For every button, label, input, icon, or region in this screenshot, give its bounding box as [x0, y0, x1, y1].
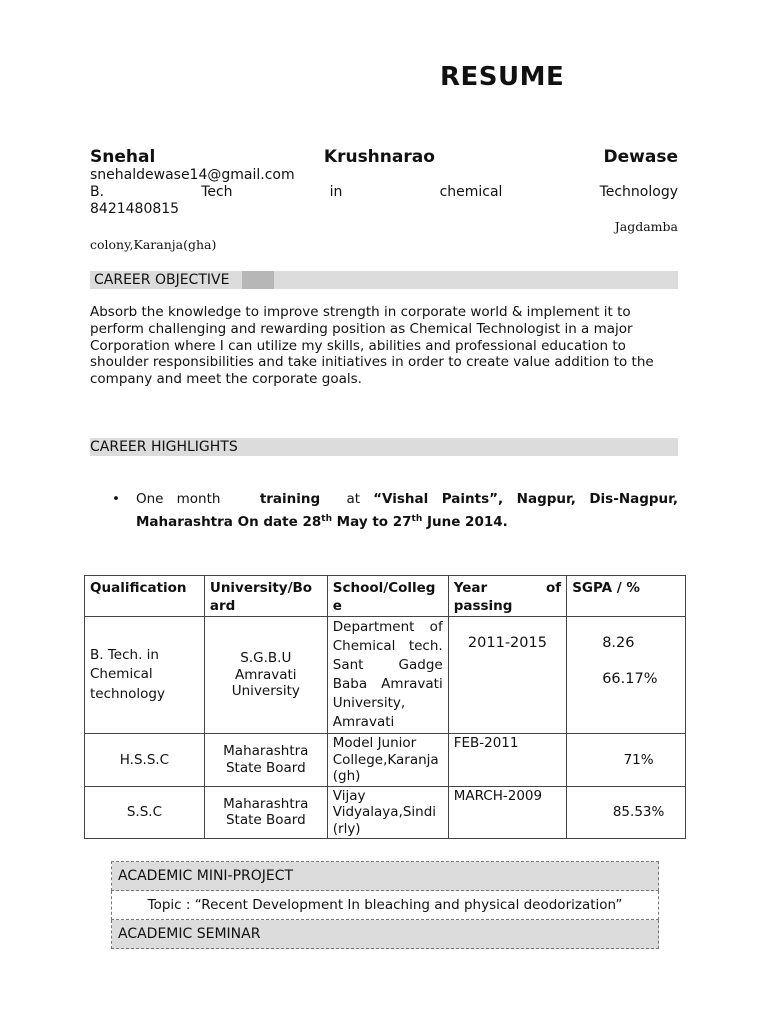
career-objective-heading	[90, 271, 678, 289]
table-cell: H.S.S.C	[85, 734, 205, 787]
column-header: School/Colleg e	[327, 576, 448, 617]
table-cell: B. Tech. in Chemical technology	[85, 617, 205, 734]
table-cell: Model Junior College,Karanja (gh)	[327, 734, 448, 787]
degree-word: B.	[90, 184, 105, 200]
objective-line: Corporation where I can utilize my skills, abilities and professional education to	[90, 337, 626, 354]
table-cell: S.S.C	[85, 786, 205, 839]
last-name: Dewase	[603, 147, 678, 167]
column-header: SGPA / %	[567, 576, 686, 617]
objective-line: company and meet the corporate goals.	[90, 371, 362, 388]
objective-line: perform challenging and rewarding position as Chemical Technologist in a major	[90, 320, 633, 337]
table-row	[112, 920, 659, 949]
address-line-2: colony,Karanja(gha)	[90, 237, 217, 252]
table-cell: S.G.B.U Amravati University	[204, 617, 327, 734]
email-address[interactable]: snehaldewase14@gmail.com	[90, 167, 295, 183]
seminar-heading: ACADEMIC SEMINAR	[112, 920, 659, 949]
table-cell: Maharashtra State Board	[204, 786, 327, 839]
middle-name: Krushnarao	[323, 147, 435, 167]
heading-highlight	[242, 271, 274, 289]
table-row	[85, 617, 686, 734]
career-highlights-heading	[90, 438, 678, 456]
degree-word: Tech	[201, 184, 233, 200]
academic-table	[111, 861, 659, 949]
column-header: University/Bo ard	[204, 576, 327, 617]
degree-word: in	[329, 184, 343, 200]
table-cell: 8.26 66.17%	[567, 617, 686, 734]
career-objective-text	[90, 304, 680, 388]
mini-project-heading: ACADEMIC MINI-PROJECT	[112, 862, 659, 891]
first-name: Snehal	[90, 147, 156, 167]
objective-line: shoulder responsibilities and take initiatives in order to create value addition to the	[90, 354, 654, 371]
table-cell: 71%	[567, 734, 686, 787]
column-header: Qualification	[85, 576, 205, 617]
career-highlights-label: CAREER HIGHLIGHTS	[90, 439, 238, 455]
highlight-line-1: One month training at “Vishal Paints”, Nagpur, Dis-Nagpur,	[136, 491, 678, 507]
highlight-bullet-item	[112, 489, 678, 532]
table-header-row	[85, 576, 686, 617]
objective-line: Absorb the knowledge to improve strength in corporate world & implement it to	[90, 304, 631, 320]
degree-word: chemical	[439, 184, 503, 200]
column-header: Year of passing	[448, 576, 566, 617]
table-cell: FEB-2011	[448, 734, 566, 787]
table-cell: 85.53%	[567, 786, 686, 839]
phone-number: 8421480815	[90, 201, 180, 217]
table-cell: Department of Chemical tech. Sant Gadge Baba Amravati University, Amravati	[327, 617, 448, 734]
address-line-1: Jagdamba	[614, 219, 678, 234]
table-row	[112, 862, 659, 891]
career-objective-label: CAREER OBJECTIVE	[94, 272, 230, 288]
mini-project-topic: Topic : “Recent Development In bleaching and physical deodorization”	[112, 891, 659, 920]
candidate-name	[90, 147, 678, 167]
table-row	[112, 891, 659, 920]
table-cell: Vijay Vidyalaya,Sindi (rly)	[327, 786, 448, 839]
bullet-icon: •	[112, 491, 120, 507]
degree-word: Technology	[599, 184, 678, 200]
table-cell: Maharashtra State Board	[204, 734, 327, 787]
table-row	[85, 734, 686, 787]
highlight-line-2: Maharashtra On date 28th May to 27th June 2014.	[136, 514, 508, 530]
qualifications-table	[84, 575, 686, 839]
degree-line	[90, 184, 678, 200]
table-cell: MARCH-2009	[448, 786, 566, 839]
table-cell: 2011-2015	[448, 617, 566, 734]
page-title: RESUME	[440, 62, 565, 92]
table-row	[85, 786, 686, 839]
